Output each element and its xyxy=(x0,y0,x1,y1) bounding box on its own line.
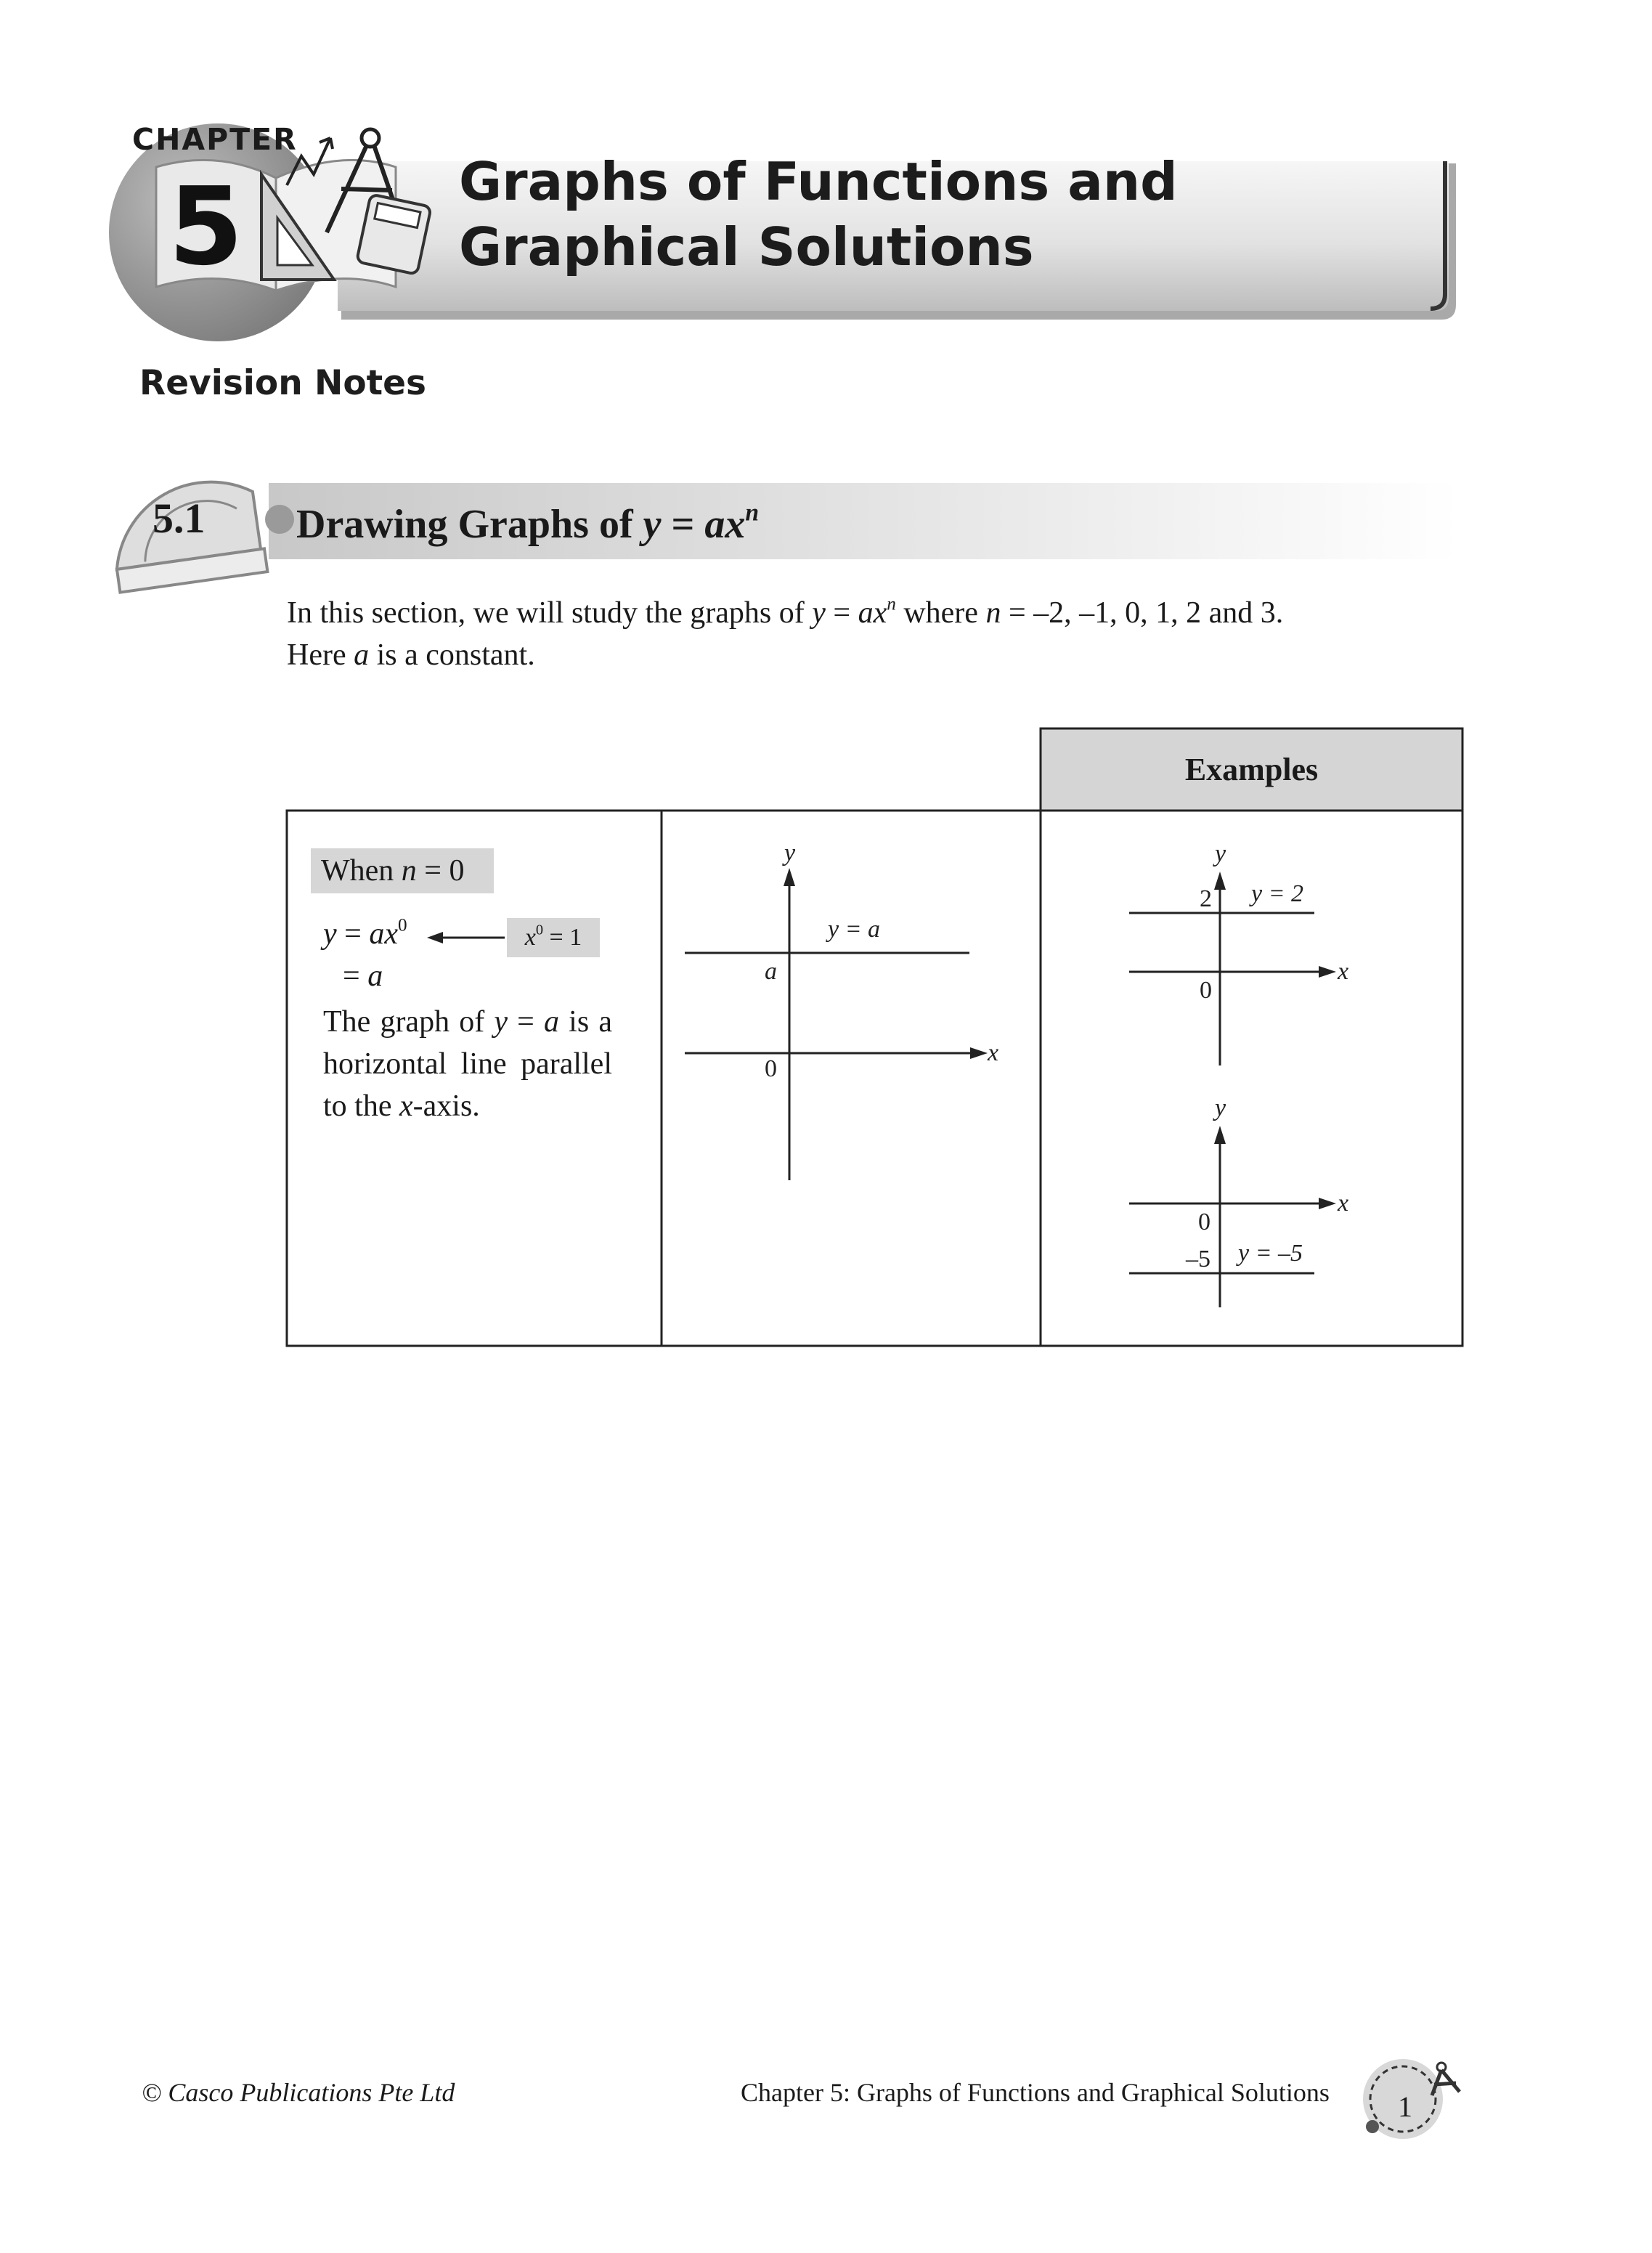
graph-example2-x-axis-label: x xyxy=(1338,1190,1349,1217)
graph-example2-origin-label: 0 xyxy=(1198,1209,1210,1235)
graph-example1-line-label: y = 2 xyxy=(1251,880,1304,907)
graph-example1 xyxy=(1129,872,1336,1065)
graph-example1-x-axis-label: x xyxy=(1338,958,1349,985)
graph-example2 xyxy=(1129,1126,1336,1307)
page-number-badge xyxy=(1351,2041,1481,2150)
graph-description: The graph of y = a is a horizontal line parallel to the x-axis. xyxy=(323,1005,612,1123)
page-number: 1 xyxy=(1398,2090,1412,2123)
intro-line1: In this section, we will study the graphs of $y = ax^n$ where n = –2, –1, 0, 1, 2 and 3. xyxy=(287,594,1284,630)
graph-general-y-axis-label: y xyxy=(784,840,796,866)
graph-general-line-label: y = a xyxy=(828,916,881,943)
graph-example1-intercept-label: 2 xyxy=(1200,885,1212,912)
chapter-label: CHAPTER xyxy=(132,122,298,157)
equation-line1: $y = ax^0$ xyxy=(323,915,407,951)
graph-general-origin-label: 0 xyxy=(765,1055,777,1082)
graph-example2-line-label: y = –5 xyxy=(1238,1240,1303,1267)
chapter-title-line2: Graphical Solutions xyxy=(459,216,1034,277)
graph-example2-y-axis-label: y xyxy=(1215,1095,1226,1121)
graph-general-intercept-label: a xyxy=(765,958,777,985)
examples-header: Examples xyxy=(1184,752,1319,787)
intro-line2: Here a is a constant. xyxy=(287,638,535,672)
graph-example2-intercept-label: –5 xyxy=(1186,1246,1210,1272)
chapter-title-line1: Graphs of Functions and xyxy=(459,151,1178,212)
when-n-label: When n = 0 xyxy=(311,848,494,893)
equation-line2: = a xyxy=(343,959,383,993)
footer-chapter-ref: Chapter 5: Graphs of Functions and Graphical Solutions xyxy=(741,2078,1330,2107)
section-number: 5.1 xyxy=(152,495,206,542)
chapter-number: 5 xyxy=(168,164,243,289)
graph-general xyxy=(685,868,988,1180)
section-title: Drawing Graphs of $y = ax^n$ xyxy=(296,499,760,547)
x0-note-box: $x^0 = 1$ xyxy=(507,918,600,957)
footer-copyright: © Casco Publications Pte Ltd xyxy=(142,2078,455,2107)
graph-example1-y-axis-label: y xyxy=(1215,840,1226,867)
graph-general-x-axis-label: x xyxy=(988,1039,999,1066)
revision-notes-heading: Revision Notes xyxy=(139,363,426,403)
graph-example1-origin-label: 0 xyxy=(1200,977,1212,1004)
